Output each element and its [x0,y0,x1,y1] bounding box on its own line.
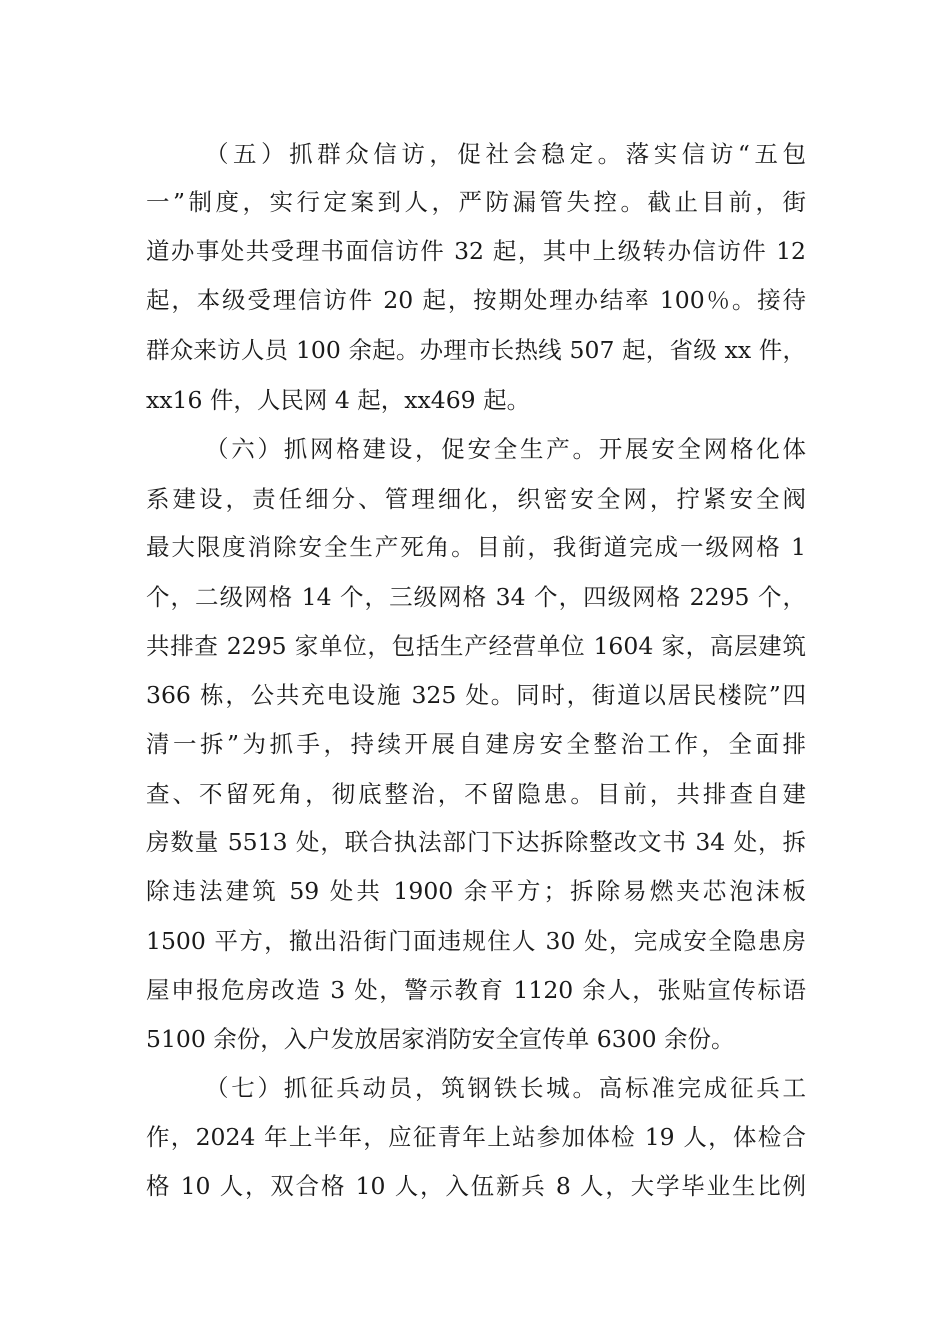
paragraph-line: 屋申报危房改造 3 处，警示教育 1120 余人，张贴宣传标语 [146,976,806,1004]
paragraph-line: 共排查 2295 家单位，包括生产经营单位 1604 家，高层建筑 [146,632,806,660]
paragraph-line: （五）抓群众信访，促社会稳定。落实信访“五包 [205,140,806,168]
paragraph-line: 格 10 人，双合格 10 人，入伍新兵 8 人，大学毕业生比例 [146,1172,806,1200]
paragraph-line: 366 栋，公共充电设施 325 处。同时，街道以居民楼院”四 [146,681,806,709]
paragraph-line: （六）抓网格建设，促安全生产。开展安全网格化体 [205,435,806,463]
paragraph-line: 清一拆”为抓手，持续开展自建房安全整治工作，全面排 [146,730,806,758]
paragraph-line: 一”制度，实行定案到人，严防漏管失控。截止目前，街 [146,188,806,216]
paragraph-line: 道办事处共受理书面信访件 32 起，其中上级转办信访件 12 [146,237,806,265]
paragraph-line: xx16 件，人民网 4 起，xx469 起。 [146,386,531,414]
paragraph-line: 作，2024 年上半年，应征青年上站参加体检 19 人，体检合 [146,1123,806,1151]
paragraph-line: 个，二级网格 14 个，三级网格 34 个，四级网格 2295 个， [146,583,806,611]
paragraph-line: 除违法建筑 59 处共 1900 余平方；拆除易燃夹芯泡沫板 [146,877,806,905]
paragraph-line: 起，本级受理信访件 20 起，按期处理办结率 100％。接待 [146,286,806,314]
paragraph-line: （七）抓征兵动员，筑钢铁长城。高标准完成征兵工 [205,1074,806,1102]
paragraph-line: 群众来访人员 100 余起。办理市长热线 507 起，省级 xx 件， [146,336,806,364]
paragraph-line: 5100 余份，入户发放居家消防安全宣传单 6300 余份。 [146,1025,735,1053]
paragraph-line: 最大限度消除安全生产死角。目前，我街道完成一级网格 1 [146,533,806,561]
paragraph-line: 系建设，责任细分、管理细化，织密安全网，拧紧安全阀 [146,485,806,513]
paragraph-line: 房数量 5513 处，联合执法部门下达拆除整改文书 34 处，拆 [146,828,806,856]
paragraph-line: 查、不留死角，彻底整治，不留隐患。目前，共排查自建 [146,780,806,808]
paragraph-line: 1500 平方，撤出沿街门面违规住人 30 处，完成安全隐患房 [146,927,806,955]
